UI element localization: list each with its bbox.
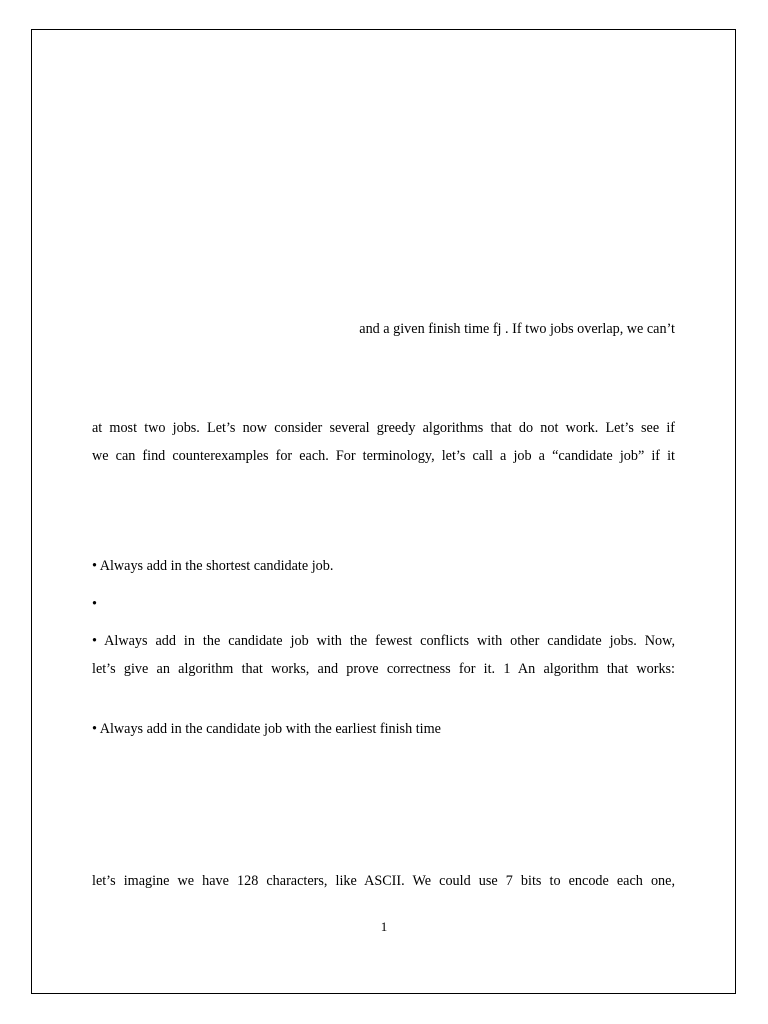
page-border [31,29,736,994]
bullet-shortest-job: • Always add in the shortest candidate job. [92,558,334,574]
text-line-finish-time: and a given finish time fj . If two jobs overlap, we can’t [359,321,675,337]
page-number: 1 [380,919,388,934]
bullet-earliest-finish: • Always add in the candidate job with the earliest finish time [92,721,441,737]
bullet-empty: • [92,596,97,612]
text-line-counterexamples: we can find counterexamples for each. For terminology, let’s call a job a “candidate job” if it [92,448,675,464]
bullet-fewest-conflicts: • Always add in the candidate job with the fewest conflicts with other candidate jobs. Now, [92,633,675,649]
text-line-ascii: let’s imagine we have 128 characters, like ASCII. We could use 7 bits to encode each one, [92,873,675,889]
text-line-greedy-algorithms: at most two jobs. Let’s now consider several greedy algorithms that do not work. Let’s see if [92,420,675,436]
text-line-algorithm-that-works: let’s give an algorithm that works, and prove correctness for it. 1 An algorithm that works: [92,661,675,677]
